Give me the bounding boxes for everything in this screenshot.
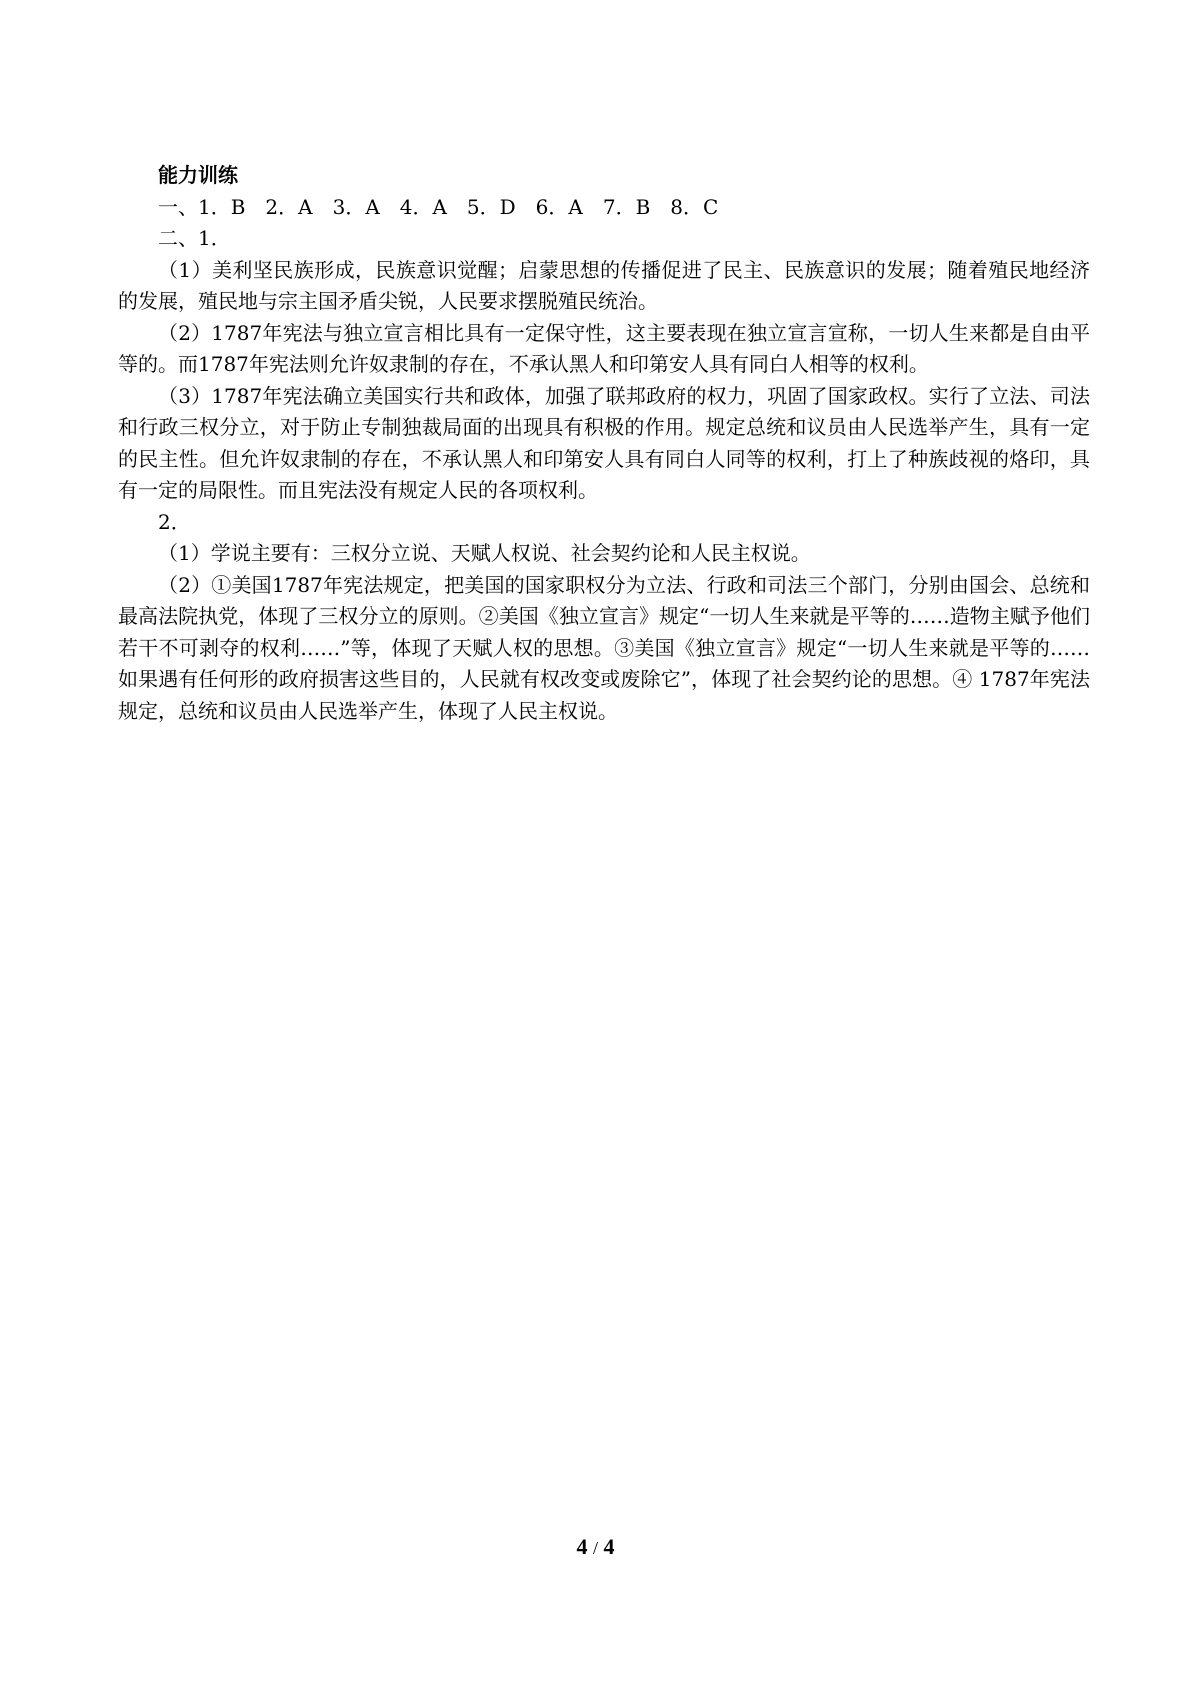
q2-answer-2: （2）①美国1787年宪法规定，把美国的国家职权分为立法、行政和司法三个部门，分别由国会、总统和最高法院执党，体现了三权分立的原则。②美国《独立宣言》规定“一切人生来就是平等的……造物主赋予他们若干不可剥夺的权利……”等，体现了天赋人权的思想。③美国《独立宣言》规定“一切人生来就是平等的……如果遇有任何形的政府损害这些目的，人民就有权改变或废除它”，体现了社会契约论的思想。④ 1787年宪法规定，总统和议员由人民选举产生，体现了人民主权说。 (118, 572, 1090, 723)
q1-answer-2: （2）1787年宪法与独立宣言相比具有一定保守性，这主要表现在独立宣言宣称，一切人生来都是自由平等的。而1787年宪法则允许奴隶制的存在，不承认黑人和印第安人具有同白人相等的权利。 (118, 320, 1090, 376)
section-title: 能力训练 (158, 163, 238, 187)
part2-label: 二、1． (158, 226, 231, 250)
page-separator: / (592, 1538, 598, 1558)
q1-answer-1: （1）美利坚民族形成，民族意识觉醒；启蒙思想的传播促进了民主、民族意识的发展；随着殖民地经济的发展，殖民地与宗主国矛盾尖锐，人民要求摆脱殖民统治。 (118, 257, 1090, 313)
page-number (0, 1534, 1191, 1560)
part1-answers: 一、1．B 2．A 3．A 4．A 5．D 6．A 7．B 8．C (158, 194, 719, 219)
q2-label: 2． (158, 509, 191, 534)
page-content (118, 160, 1090, 727)
q2-answer-1: （1）学说主要有：三权分立说、天赋人权说、社会契约论和人民主权说。 (158, 541, 811, 565)
q1-answer-3: （3）1787年宪法确立美国实行共和政体，加强了联邦政府的权力，巩固了国家政权。实行了立法、司法和行政三权分立，对于防止专制独裁局面的出现具有积极的作用。规定总统和议员由人民选举产生，具有一定的民主性。但允许奴隶制的存在，不承认黑人和印第安人具有同白人同等的权利，打上了种族歧视的烙印，具有一定的局限性。而且宪法没有规定人民的各项权利。 (118, 383, 1090, 502)
total-pages: 4 (603, 1534, 615, 1559)
current-page: 4 (576, 1534, 588, 1559)
